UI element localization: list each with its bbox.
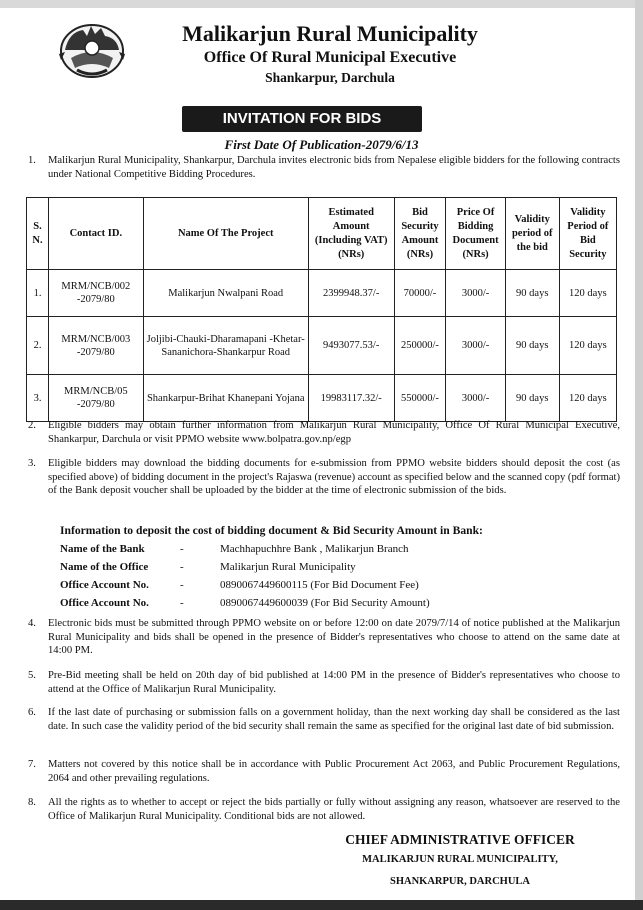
office-address: Shankarpur, Darchula bbox=[265, 70, 395, 85]
bank-info-dash: - bbox=[180, 561, 184, 573]
bank-info-key: Name of the Office bbox=[60, 561, 149, 573]
header-estimated-line2: (Including VAT) (NRs) bbox=[314, 234, 388, 260]
bank-info-title: Information to deposit the cost of bidding document & Bid Security Amount in Bank: bbox=[60, 524, 483, 537]
bank-info-key: Name of the Bank bbox=[60, 543, 145, 555]
contract-id-line2: -2079/80 bbox=[76, 399, 115, 410]
bank-info-value: 0890067449600115 (For Bid Document Fee) bbox=[220, 579, 419, 591]
table-row bbox=[27, 375, 617, 422]
cell-price: 3000/- bbox=[446, 375, 505, 422]
cell-contract-id bbox=[49, 375, 144, 422]
cell-estimated: 19983117.32/- bbox=[308, 375, 394, 422]
bank-info-dash: - bbox=[180, 543, 184, 555]
header-estimated bbox=[308, 198, 394, 270]
cell-project: Malikarjun Nwalpani Road bbox=[143, 270, 308, 317]
cell-validity-bid: 90 days bbox=[505, 375, 559, 422]
letterhead bbox=[130, 20, 530, 87]
signatory-title: CHIEF ADMINISTRATIVE OFFICER bbox=[345, 832, 575, 847]
header-project: Name Of The Project bbox=[143, 198, 308, 270]
item-number: 5. bbox=[28, 670, 36, 681]
item-number: 8. bbox=[28, 797, 36, 808]
cell-project: Joljibi-Chauki-Dharamapani -Khetar-Sananichora-Shankarpur Road bbox=[143, 317, 308, 375]
office-subtitle: Office Of Rural Municipal Executive bbox=[203, 49, 457, 66]
bank-info-dash: - bbox=[180, 597, 184, 609]
header-sn: S. N. bbox=[27, 198, 49, 270]
first-publication-date: First Date Of Publication-2079/6/13 bbox=[224, 137, 419, 152]
cell-validity-bid: 90 days bbox=[505, 270, 559, 317]
table-header-row bbox=[27, 198, 617, 270]
cell-security: 70000/- bbox=[394, 270, 446, 317]
bank-info-key: Office Account No. bbox=[60, 597, 149, 609]
contract-id-line1: MRM/NCB/002 bbox=[61, 281, 131, 292]
header-validity-security: Validity Period of Bid Security bbox=[559, 198, 616, 270]
item-number: 4. bbox=[28, 618, 36, 629]
header-contract-id: Contact ID. bbox=[49, 198, 144, 270]
cell-estimated: 2399948.37/- bbox=[308, 270, 394, 317]
item-text: Electronic bids must be submitted through PPMO website on or before 12:00 on date 2079/7/14 of notice published at the Malikarjun Rural Municipality and bids shall be opened in the presence of Bidder's representatives who choose to attend on the same date at 14:00 PM. bbox=[48, 618, 620, 657]
item-text: Malikarjun Rural Municipality, Shankarpur, Darchula invites electronic bids from Nepalese eligible bidders for the following contracts under National Competitive Bidding Procedures. bbox=[48, 155, 620, 180]
table-row bbox=[27, 270, 617, 317]
bank-info-value: Machhapuchhre Bank , Malikarjun Branch bbox=[220, 543, 409, 555]
invitation-banner: INVITATION FOR BIDS bbox=[182, 106, 422, 132]
cell-price: 3000/- bbox=[446, 317, 505, 375]
table-row bbox=[27, 317, 617, 375]
scan-edge-top bbox=[0, 0, 643, 8]
cell-estimated: 9493077.53/- bbox=[308, 317, 394, 375]
bank-info-value: Malikarjun Rural Municipality bbox=[220, 561, 356, 573]
item-number: 2. bbox=[28, 420, 36, 431]
contract-id-line1: MRM/NCB/003 bbox=[61, 333, 131, 345]
municipality-title: Malikarjun Rural Municipality bbox=[182, 21, 478, 46]
item-text: Matters not covered by this notice shall be in accordance with Public Procurement Act 2063, and Public Procurement Regulations, 2064 and other prevailing regulations. bbox=[48, 759, 620, 784]
bank-info-value: 0890067449600039 (For Bid Security Amount) bbox=[220, 597, 430, 609]
signatory-place: SHANKARPUR, DARCHULA bbox=[389, 876, 530, 887]
header-security: Bid Security Amount (NRs) bbox=[394, 198, 446, 270]
item-text: Eligible bidders may download the bidding documents for e-submission from PPMO website bidders should deposit the cost (as specified above) of bidding document in the project's Rajaswa (revenue) account as specified below and the scanned copy (pdf format) of the Bank deposit voucher shall be uploaded by the bidder at the time of electronic submission of the bids. bbox=[48, 458, 620, 497]
header-price: Price Of Bidding Document (NRs) bbox=[446, 198, 505, 270]
bank-info-key: Office Account No. bbox=[60, 579, 149, 591]
header-validity-bid: Validity period of the bid bbox=[505, 198, 559, 270]
cell-sn: 3. bbox=[27, 375, 49, 422]
signatory-office: MALIKARJUN RURAL MUNICIPALITY, bbox=[362, 854, 558, 865]
cell-sn: 1. bbox=[27, 270, 49, 317]
cell-security: 250000/- bbox=[394, 317, 446, 375]
item-number: 3. bbox=[28, 458, 36, 469]
cell-validity-security: 120 days bbox=[559, 375, 616, 422]
item-text: All the rights as to whether to accept or reject the bids partially or fully without assigning any reason, whatsoever are reserved to the Office of Malikarjun Rural Municipality. Conditional bids are not allowed. bbox=[48, 797, 620, 822]
scan-edge-bottom bbox=[0, 900, 643, 910]
cell-validity-security: 120 days bbox=[559, 317, 616, 375]
cell-sn: 2. bbox=[27, 317, 49, 375]
cell-project: Shankarpur-Brihat Khanepani Yojana bbox=[143, 375, 308, 422]
cell-contract-id bbox=[49, 317, 144, 375]
item-number: 7. bbox=[28, 759, 36, 770]
bank-info-dash: - bbox=[180, 579, 184, 591]
item-text: Pre-Bid meeting shall be held on 20th day of bid published at 14:00 PM in the presence of Bidder's representatives who choose to attend at the Office of Malikarjun Rural Municipality. bbox=[48, 670, 620, 695]
bids-table bbox=[26, 197, 617, 422]
cell-security: 550000/- bbox=[394, 375, 446, 422]
item-text: If the last date of purchasing or submission falls on a government holiday, than the next working day shall be considered as the last date. In such case the validity period of the bid security shall remain the same as specified for the original last date of bid submission. bbox=[48, 707, 620, 732]
item-text: Eligible bidders may obtain further information from Malikarjun Rural Municipality, Office Of Rural Municipal Executive, Shankarpur, Darchula or visit PPMO website www.bolpatra.gov.np/egp bbox=[48, 420, 620, 445]
contract-id-line1: MRM/NCB/05 bbox=[64, 386, 128, 397]
cell-validity-security: 120 days bbox=[559, 270, 616, 317]
cell-price: 3000/- bbox=[446, 270, 505, 317]
cell-validity-bid: 90 days bbox=[505, 317, 559, 375]
header-estimated-line1: Estimated Amount bbox=[328, 206, 374, 232]
item-number: 6. bbox=[28, 707, 36, 718]
contract-id-line2: -2079/80 bbox=[76, 346, 115, 358]
item-number: 1. bbox=[28, 155, 36, 166]
cell-contract-id bbox=[49, 270, 144, 317]
nepal-emblem-icon bbox=[57, 18, 127, 80]
contract-id-line2: -2079/80 bbox=[76, 294, 115, 305]
